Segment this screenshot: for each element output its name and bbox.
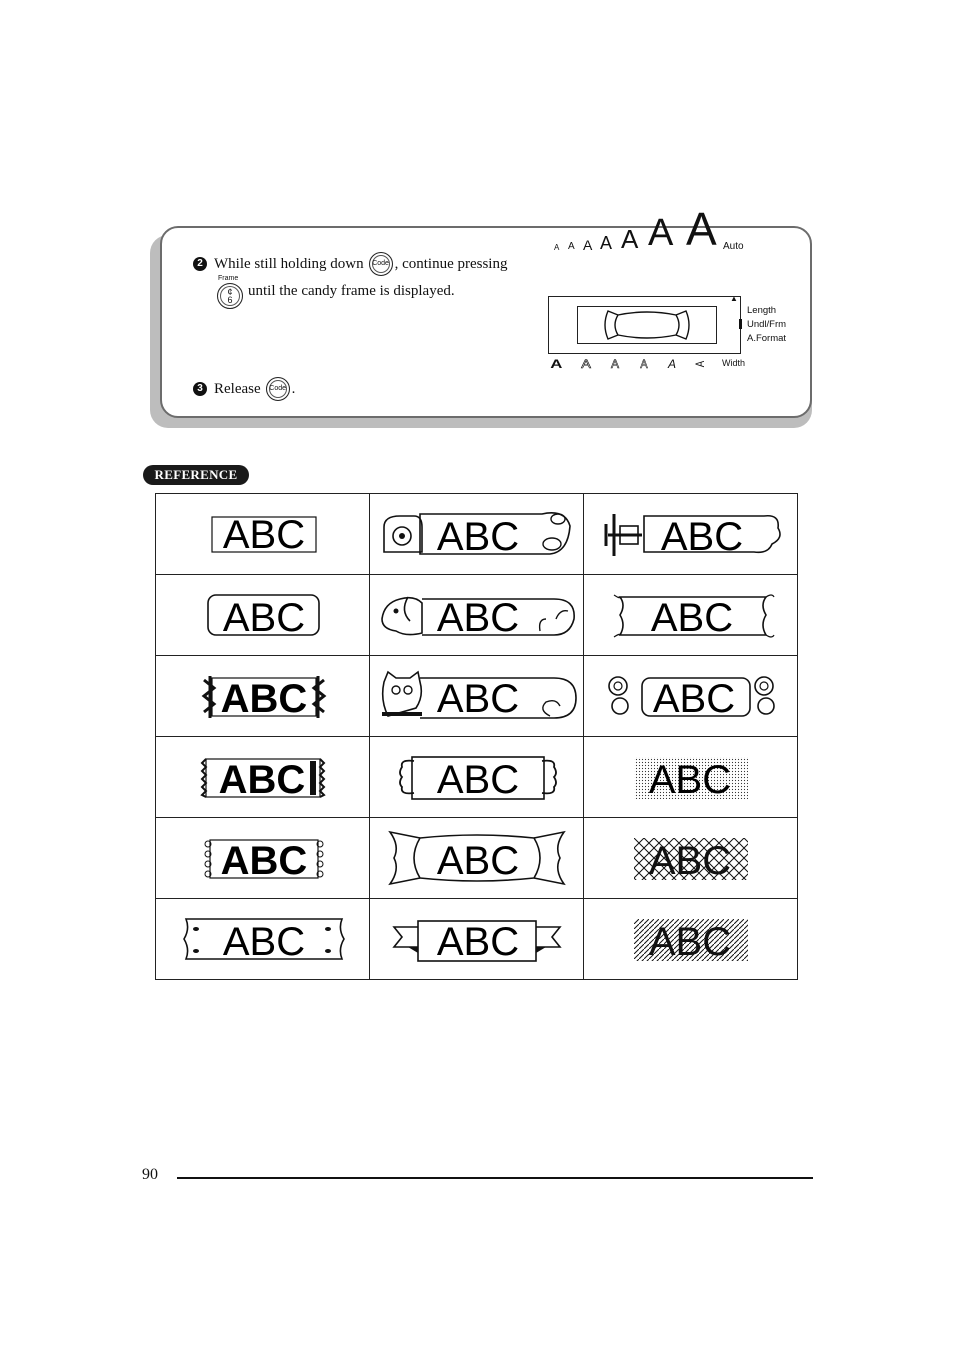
abc-sample: ABC xyxy=(222,596,306,640)
roses-frame-icon xyxy=(584,656,797,736)
frame-cell-ribbon-banner xyxy=(370,899,584,980)
lcd-label-length: Length xyxy=(747,305,777,316)
table-row xyxy=(156,494,798,575)
lcd-display xyxy=(548,296,741,354)
diagonal-hatch-background-frame-icon xyxy=(584,899,797,979)
width-glyph: A xyxy=(640,357,648,371)
abc-sample: ABC xyxy=(222,513,306,557)
abc-sample: ABC xyxy=(220,839,308,883)
step-3-line xyxy=(193,377,295,401)
frame-cell-cat xyxy=(370,656,584,737)
frame-cell-candy xyxy=(370,818,584,899)
frame-cell-hands xyxy=(370,737,584,818)
size-glyph: A xyxy=(583,237,593,253)
size-glyph: A xyxy=(600,233,613,253)
width-glyph: A xyxy=(693,360,708,368)
frame-cell-scroll xyxy=(584,575,798,656)
flowers-border-frame-icon xyxy=(156,818,369,898)
reference-badge: REFERENCE xyxy=(143,465,249,485)
size-glyph: A xyxy=(568,241,575,252)
step-2-line-1 xyxy=(193,252,507,276)
hands-frame-icon xyxy=(370,737,584,817)
candy-frame-icon xyxy=(370,818,584,898)
abc-sample: ABC xyxy=(220,677,308,721)
abc-sample: ABC xyxy=(648,839,732,883)
auto-label: Auto xyxy=(723,241,744,252)
step-3-text-b: . xyxy=(291,381,296,397)
frame-cell-flowers-border xyxy=(156,818,370,899)
lcd-label-aformat: A.Format xyxy=(747,333,787,344)
telephone-frame-icon xyxy=(370,494,584,574)
width-glyph: A xyxy=(550,357,563,371)
frame-cell-airplane xyxy=(584,494,798,575)
step-2-number: 2 xyxy=(193,257,207,271)
ribbon-banner-frame-icon xyxy=(370,899,584,979)
abc-sample: ABC xyxy=(436,920,520,964)
abc-sample: ABC xyxy=(436,758,520,802)
airplane-frame-icon xyxy=(584,494,797,574)
step-3-number: 3 xyxy=(193,382,207,396)
frame-cell-dotted-background xyxy=(584,737,798,818)
abc-sample: ABC xyxy=(222,920,306,964)
step-2-line-2 xyxy=(215,275,455,305)
size-glyph: A xyxy=(648,212,674,254)
width-glyph: A xyxy=(611,357,620,371)
abc-sample: ABC xyxy=(660,515,744,559)
step-2-text-c: until the candy frame is displayed. xyxy=(248,283,455,299)
dog-frame-icon xyxy=(370,575,584,655)
frame-cell-torn-paper xyxy=(156,899,370,980)
lcd-inner-screen xyxy=(577,306,717,344)
step-2-text-a: While still holding down xyxy=(214,256,364,272)
size-glyph: A xyxy=(554,243,560,252)
code-key-icon: Code xyxy=(369,252,393,276)
frame-cell-rounded-box xyxy=(156,575,370,656)
undl-frm-indicator xyxy=(739,319,742,329)
code-key-icon: Code xyxy=(266,377,290,401)
frame-cell-crosshatch-background xyxy=(584,818,798,899)
abc-sample: ABC xyxy=(436,515,520,559)
frame-cell-roses xyxy=(584,656,798,737)
table-row xyxy=(156,899,798,980)
dotted-background-frame-icon xyxy=(584,737,797,817)
abc-sample: ABC xyxy=(648,920,732,964)
leaves-frame-icon xyxy=(156,656,369,736)
frame-key-caption: Frame xyxy=(218,275,239,282)
frame-cell-film xyxy=(156,737,370,818)
frame-cell-diagonal-hatch-background xyxy=(584,899,798,980)
frame-key-icon: ¢ 6 xyxy=(217,283,243,309)
width-label: Width xyxy=(722,358,746,368)
step-3-text-a: Release xyxy=(214,381,261,397)
width-glyph: A xyxy=(668,357,677,371)
abc-sample: ABC xyxy=(648,758,732,802)
table-row xyxy=(156,656,798,737)
abc-sample: ABC xyxy=(436,839,520,883)
frame-cell-plain-box xyxy=(156,494,370,575)
frame-cell-dog xyxy=(370,575,584,656)
width-glyph: A xyxy=(581,357,591,371)
table-row xyxy=(156,575,798,656)
scroll-frame-icon xyxy=(584,575,797,655)
table-row xyxy=(156,737,798,818)
step-2-text-b: , continue pressing xyxy=(394,256,508,272)
lcd-label-undl-frm: Undl/Frm xyxy=(747,319,787,330)
page-number: 90 xyxy=(142,1166,158,1183)
crosshatch-background-frame-icon xyxy=(584,818,797,898)
torn-paper-frame-icon xyxy=(156,899,369,979)
abc-sample: ABC xyxy=(650,596,734,640)
size-glyph: A xyxy=(686,203,717,255)
cat-frame-icon xyxy=(370,656,584,736)
frame-reference-table xyxy=(155,493,798,980)
table-row xyxy=(156,818,798,899)
frame-cell-leaves xyxy=(156,656,370,737)
abc-sample: ABC xyxy=(436,596,520,640)
frame-key-group xyxy=(215,275,243,306)
rounded-box-frame-icon xyxy=(156,575,369,655)
abc-sample: ABC xyxy=(436,677,520,721)
frame-cell-telephone xyxy=(370,494,584,575)
film-frame-icon xyxy=(156,737,369,817)
indicator-arrow-icon: ▲ xyxy=(730,294,738,303)
abc-sample: ABC xyxy=(652,677,736,721)
footer-rule xyxy=(177,1177,813,1179)
abc-sample: ABC xyxy=(218,758,306,802)
candy-frame-preview-icon xyxy=(578,307,716,343)
size-glyph: A xyxy=(621,224,639,254)
plain-box-frame-icon xyxy=(156,494,369,574)
